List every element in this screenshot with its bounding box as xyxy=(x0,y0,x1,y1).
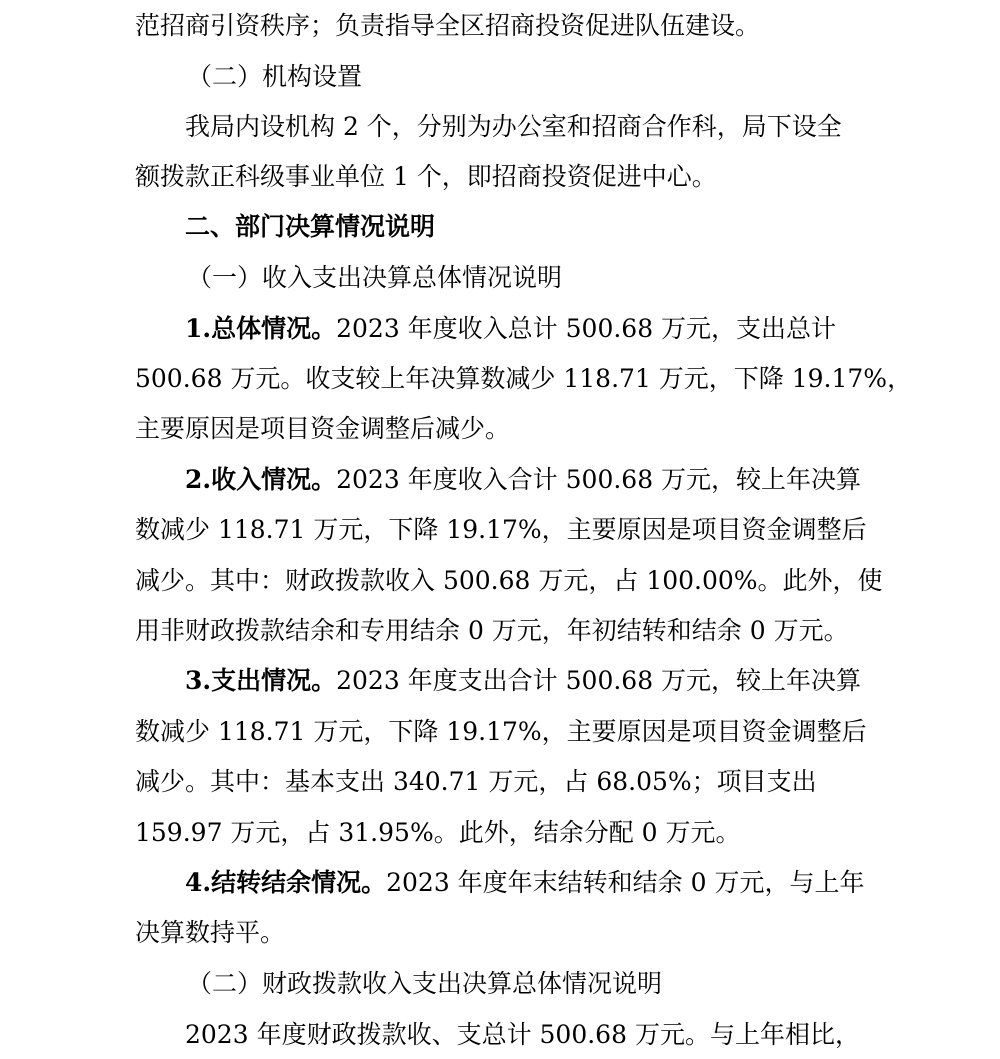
paragraph-line: 2023 年度财政拨款收、支总计 500.68 万元。与上年相比， xyxy=(185,1020,860,1049)
para-lead: 2.收入情况。 xyxy=(185,465,337,494)
paragraph-line: 3.支出情况。2023 年度支出合计 500.68 万元，较上年决算 xyxy=(185,666,862,695)
paragraph-line xyxy=(135,11,875,41)
paragraph-line: 159.97 万元，占 31.95%。此外，结余分配 0 万元。 xyxy=(135,818,741,847)
subheading-org-setup: （二）机构设置 xyxy=(187,62,363,91)
para-lead: 4.结转结余情况。 xyxy=(185,868,387,897)
text: 范招商引资秩序；负责指导全区招商投资促进队伍建设。 xyxy=(135,11,761,40)
paragraph-line: 我局内设机构 2 个，分别为办公室和招商合作科，局下设全 xyxy=(185,112,842,141)
paragraph-line: 用非财政拨款结余和专用结余 0 万元，年初结转和结余 0 万元。 xyxy=(135,616,849,645)
subheading-income-expense: （一）收入支出决算总体情况说明 xyxy=(187,263,563,292)
paragraph-line: 减少。其中：财政拨款收入 500.68 万元，占 100.00%。此外，使 xyxy=(135,566,883,595)
para-lead: 1.总体情况。 xyxy=(185,314,337,343)
paragraph-line: 2.收入情况。2023 年度收入合计 500.68 万元，较上年决算 xyxy=(185,465,862,494)
paragraph-line: 额拨款正科级事业单位 1 个，即招商投资促进中心。 xyxy=(135,162,717,191)
section-heading: 二、部门决算情况说明 xyxy=(185,212,436,241)
paragraph-line: 4.结转结余情况。2023 年度年末结转和结余 0 万元，与上年 xyxy=(185,868,865,897)
subheading-fiscal-allocation: （二）财政拨款收入支出决算总体情况说明 xyxy=(187,969,663,998)
paragraph-line: 减少。其中：基本支出 340.71 万元，占 68.05%；项目支出 xyxy=(135,767,817,796)
paragraph-line: 1.总体情况。2023 年度收入总计 500.68 万元，支出总计 xyxy=(185,314,837,343)
paragraph-line: 主要原因是项目资金调整后减少。 xyxy=(135,414,511,443)
paragraph-line: 数减少 118.71 万元，下降 19.17%，主要原因是项目资金调整后 xyxy=(135,717,867,746)
para-lead: 3.支出情况。 xyxy=(185,666,337,695)
paragraph-line: 500.68 万元。收支较上年决算数减少 118.71 万元，下降 19.17%， xyxy=(135,364,913,393)
paragraph-line: 决算数持平。 xyxy=(135,918,286,947)
paragraph-line: 数减少 118.71 万元，下降 19.17%，主要原因是项目资金调整后 xyxy=(135,515,867,544)
